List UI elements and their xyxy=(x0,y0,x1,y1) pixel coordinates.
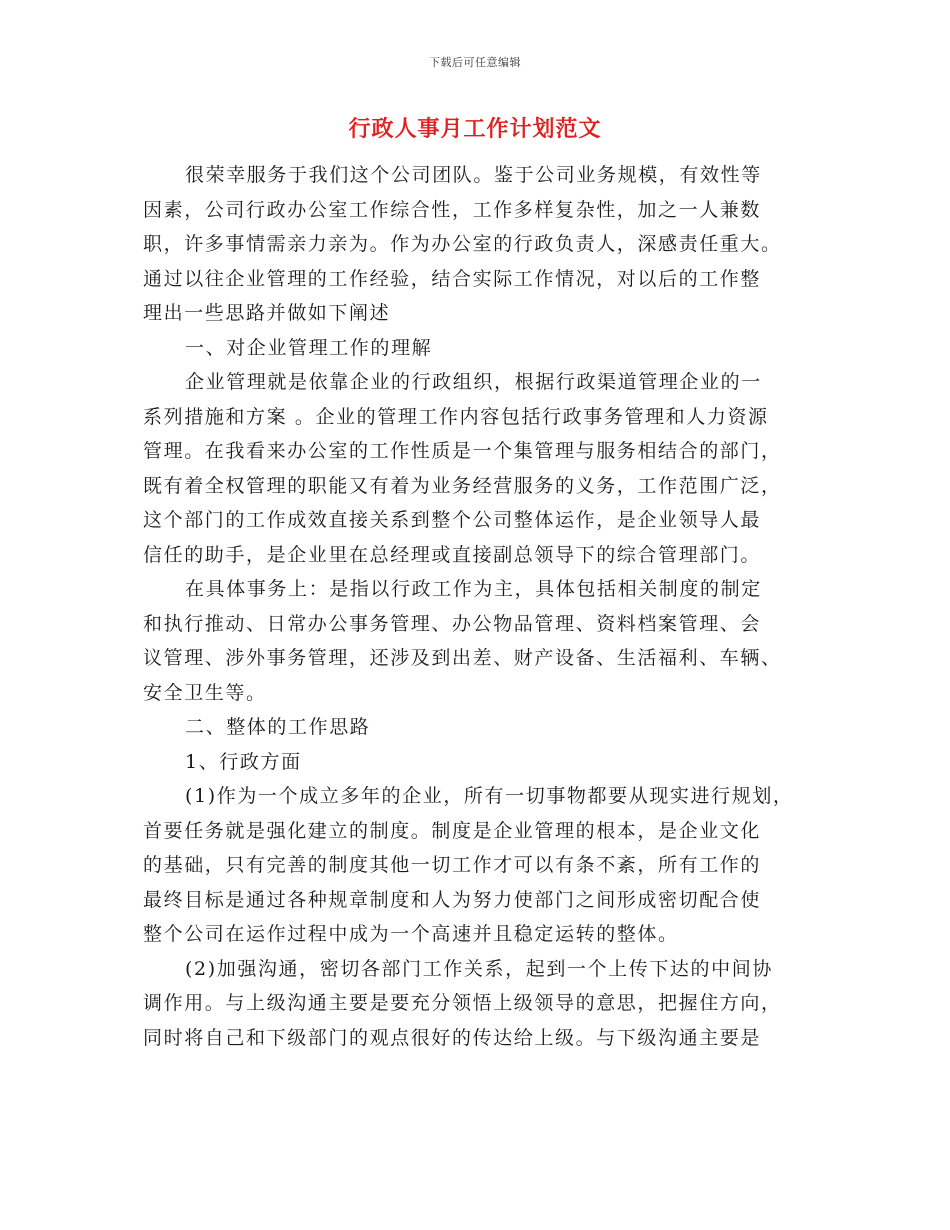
text-line: 整个公司在运作过程中成为一个高速并且稳定运转的整体。 xyxy=(143,923,679,945)
text-line: 理出一些思路并做如下阐述 xyxy=(143,302,391,324)
text-line: 和执行推动、日常办公事务管理、办公物品管理、资料档案管理、会 xyxy=(143,612,762,635)
text-line: 议管理、涉外事务管理，还涉及到出差、财产设备、生活福利、车辆、 xyxy=(143,647,782,669)
text-line: 因素，公司行政办公室工作综合性，工作多样复杂性，加之一人兼数 xyxy=(143,198,762,221)
text-line: 很荣幸服务于我们这个公司团队。鉴于公司业务规模，有效性等 xyxy=(185,164,762,186)
text-line: 安全卫生等。 xyxy=(143,681,267,704)
text-line: (2)加强沟通，密切各部门工作关系，起到一个上传下达的中间协 xyxy=(185,957,773,980)
text-line: 既有着全权管理的职能又有着为业务经营服务的义务，工作范围广泛， xyxy=(143,474,782,497)
text-line: 系列措施和方案 。企业的管理工作内容包括行政事务管理和人力资源 xyxy=(143,405,769,428)
text-line: 最终目标是通过各种规章制度和人为努力使部门之间形成密切配合使 xyxy=(143,888,762,911)
document-title: 行政人事月工作计划范文 xyxy=(348,116,602,142)
text-line: 这个部门的工作成效直接关系到整个公司整体运作，是企业领导人最 xyxy=(143,509,762,531)
text-line: 1、行政方面 xyxy=(185,750,302,773)
text-line: 一、对企业管理工作的理解 xyxy=(185,336,433,359)
text-line: 管理。在我看来办公室的工作性质是一个集管理与服务相结合的部门， xyxy=(143,440,782,462)
text-line: 二、整体的工作思路 xyxy=(185,716,371,738)
text-line: 的基础，只有完善的制度其他一切工作才可以有条不紊，所有工作的 xyxy=(143,854,762,876)
text-line: 信任的助手，是企业里在总经理或直接副总领导下的综合管理部门。 xyxy=(143,543,762,566)
text-line: 企业管理就是依靠企业的行政组织，根据行政渠道管理企业的一 xyxy=(185,371,762,393)
document-body xyxy=(143,158,811,1055)
text-line: 通过以往企业管理的工作经验，结合实际工作情况，对以后的工作整 xyxy=(143,267,762,290)
text-line: 同时将自己和下级部门的观点很好的传达给上级。与下级沟通主要是 xyxy=(143,1026,762,1049)
text-line: 首要任务就是强化建立的制度。制度是企业管理的根本，是企业文化 xyxy=(143,819,762,842)
text-line: 调作用。与上级沟通主要是要充分领悟上级领导的意思，把握住方向， xyxy=(143,992,782,1014)
header-note: 下载后可任意编辑 xyxy=(429,56,521,69)
text-line: 职，许多事情需亲力亲为。作为办公室的行政负责人，深感责任重大。 xyxy=(143,233,782,255)
text-line: 在具体事务上：是指以行政工作为主，具体包括相关制度的制定 xyxy=(185,578,762,600)
text-line: (1)作为一个成立多年的企业，所有一切事物都要从现实进行规划， xyxy=(185,785,794,807)
